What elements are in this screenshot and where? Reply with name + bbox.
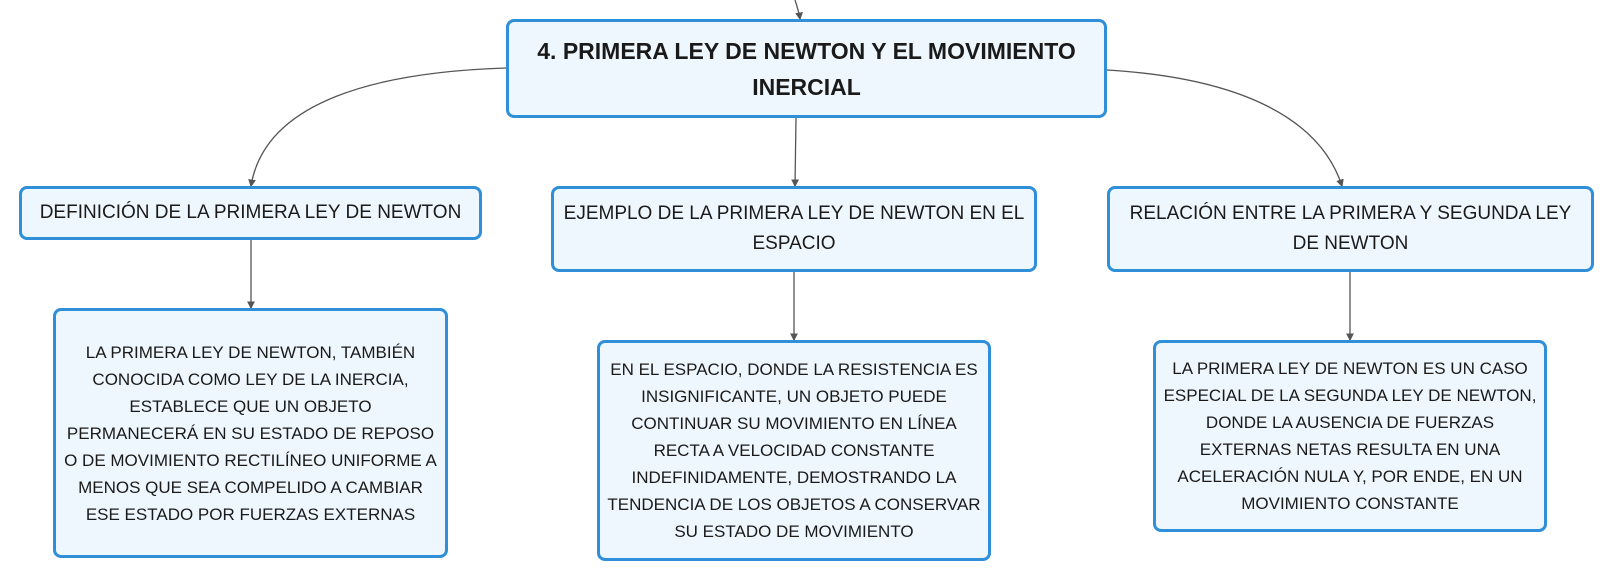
topic-node-label: DEFINICIÓN DE LA PRIMERA LEY DE NEWTON — [39, 202, 462, 223]
connector-parent-to-root — [795, 0, 800, 19]
detail-node-text: EN EL ESPACIO, DONDE LA RESISTENCIA ES INSIGNIFICANTE, UN OBJETO PUEDE CONTINUAR SU MOVIMIENTO EN LÍNEA RECTA A VELOCIDAD CONSTANTE INDEFINIDAMENTE, DEMOSTRANDO LA TENDENCIA DE LOS OBJETOS A CONSERVAR SU ESTADO DE MOVIMIENTO — [607, 360, 981, 541]
topic-node-space-example[interactable] — [551, 186, 1037, 272]
connector-root-to-topic-2 — [795, 118, 796, 186]
detail-node-relation-second-law[interactable] — [1153, 340, 1547, 532]
topic-node-definition[interactable] — [19, 186, 482, 240]
detail-node-text: LA PRIMERA LEY DE NEWTON ES UN CASO ESPECIAL DE LA SEGUNDA LEY DE NEWTON, DONDE LA AUSENCIA DE FUERZAS EXTERNAS NETAS RESULTA EN UNA ACELERACIÓN NULA Y, POR ENDE, EN UN MOVIMIENTO CONSTANTE — [1163, 359, 1537, 513]
topic-node-relation-second-law[interactable] — [1107, 186, 1594, 272]
topic-node-label: EJEMPLO DE LA PRIMERA LEY DE NEWTON EN EL ESPACIO — [563, 203, 1025, 254]
root-node-label: 4. PRIMERA LEY DE NEWTON Y EL MOVIMIENTO INERCIAL — [537, 37, 1076, 100]
detail-node-space-example[interactable] — [597, 340, 991, 561]
detail-node-definition[interactable] — [53, 308, 448, 558]
root-node[interactable] — [506, 19, 1107, 118]
connector-root-to-topic-3 — [1107, 70, 1342, 186]
topic-node-label: RELACIÓN ENTRE LA PRIMERA Y SEGUNDA LEY DE NEWTON — [1129, 203, 1572, 254]
connector-root-to-topic-1 — [251, 68, 506, 186]
detail-node-text: LA PRIMERA LEY DE NEWTON, TAMBIÉN CONOCIDA COMO LEY DE LA INERCIA, ESTABLECE QUE UN OBJETO PERMANECERÁ EN SU ESTADO DE REPOSO O DE MOVIMIENTO RECTILÍNEO UNIFORME A MENOS QUE SEA COMPELIDO A CAMBIAR ESE ESTADO POR FUERZAS EXTERNAS — [64, 342, 437, 524]
